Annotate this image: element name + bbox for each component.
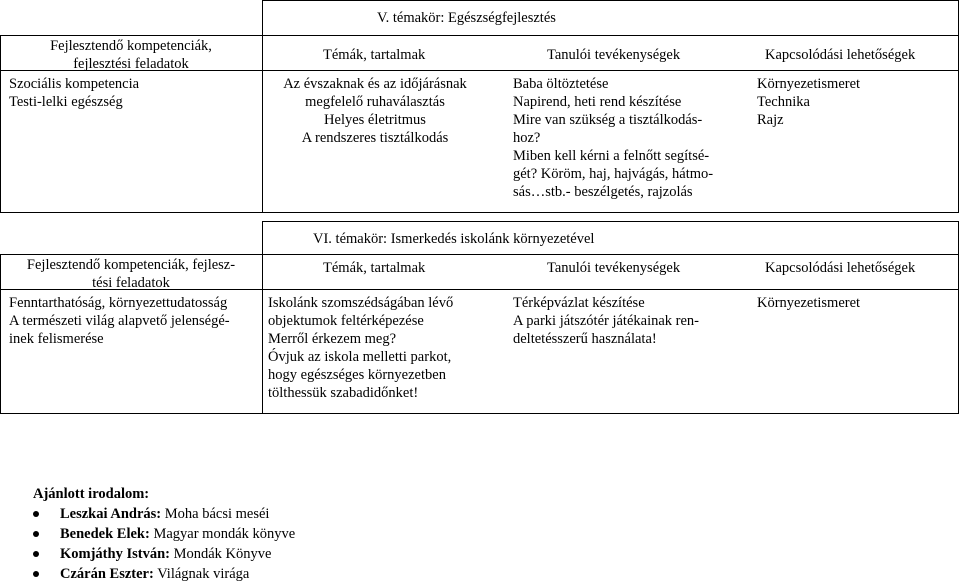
section5-header-col2: Témák, tartalmak: [323, 47, 426, 63]
reference-title: Világnak virága: [157, 566, 250, 582]
reading-list: [33, 504, 295, 584]
list-item: [33, 544, 295, 564]
reference-title: Moha bácsi meséi: [164, 506, 270, 522]
section6-col2-cell: Iskolánk szomszédságában lévő objektumok feltérképezése Merről érkezem meg? Óvjuk az iskola melletti parkot, hogy egészséges környezetben tölthessük szabadidőnket!: [268, 295, 454, 401]
list-item: [33, 524, 295, 544]
section6-col3-cell: Térképvázlat készítése A parki játszótér játékainak ren- deltetésszerű használata!: [513, 295, 700, 347]
reference-author: Czárán Eszter:: [60, 566, 154, 582]
reference-title: Mondák Könyve: [173, 546, 272, 562]
section5-header-col3: Tanulói tevékenységek: [547, 47, 681, 63]
recommended-reading: [33, 484, 295, 584]
recommended-reading-heading: Ajánlott irodalom:: [33, 486, 150, 502]
reference-author: Komjáthy István:: [60, 546, 170, 562]
section6-col4-cell: Környezetismeret: [757, 295, 861, 311]
section6-header-col1: Fejlesztendő kompetenciák, fejlesz- tési feladatok: [26, 257, 236, 291]
reference-title: Magyar mondák könyve: [153, 526, 296, 542]
section5-col2-cell: Az évszaknak és az időjárásnak megfelelő ruhaválasztás Helyes életritmus A rendszeres tisztálkodás: [283, 76, 467, 146]
bullet-icon: [33, 531, 39, 537]
section5-header-col1: Fejlesztendő kompetenciák, fejlesztési feladatok: [50, 38, 212, 72]
bullet-icon: [33, 551, 39, 557]
list-item: [33, 564, 295, 584]
section6-header-col2: Témák, tartalmak: [323, 260, 426, 276]
section5-col4-cell: Környezetismeret Technika Rajz: [757, 76, 861, 128]
reference-author: Leszkai András:: [60, 506, 162, 522]
reference-author: Benedek Elek:: [60, 526, 150, 542]
section6-col1-cell: Fenntarthatóság, környezettudatosság A természeti világ alapvető jelenségé- inek felismerése: [9, 295, 230, 347]
bullet-icon: [33, 571, 39, 577]
list-item: [33, 504, 295, 524]
section6-header-col4: Kapcsolódási lehetőségek: [765, 260, 916, 276]
section5-col3-cell: Baba öltöztetése Napirend, heti rend készítése Mire van szükség a tisztálkodás- hoz? Miben kell kérni a felnőtt segítsé- gét? Köröm, haj, hajvágás, hátmo- sás…stb.- beszélgetés, rajzolás: [513, 76, 714, 200]
section6-header-col3: Tanulói tevékenységek: [547, 260, 681, 276]
section6-title: VI. témakör: Ismerkedés iskolánk környezetével: [313, 231, 595, 247]
bullet-icon: [33, 511, 39, 517]
section5-col1-cell: Szociális kompetencia Testi-lelki egészség: [9, 76, 140, 110]
section5-header-col4: Kapcsolódási lehetőségek: [765, 47, 916, 63]
section5-title: V. témakör: Egészségfejlesztés: [377, 10, 556, 26]
